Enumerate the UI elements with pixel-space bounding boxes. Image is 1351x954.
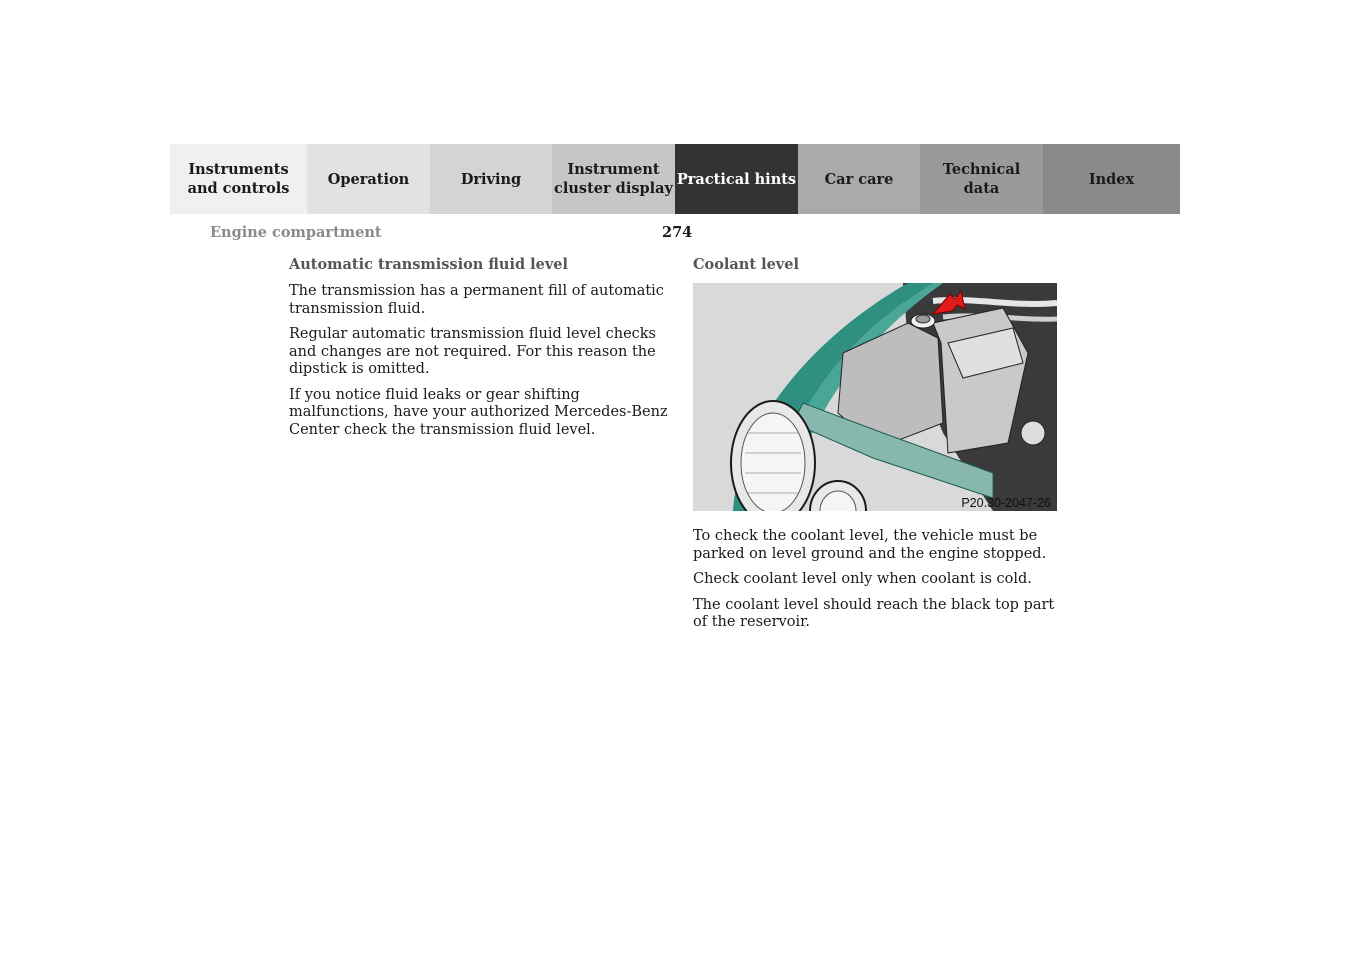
section-title: Engine compartment: [210, 224, 382, 241]
right-column: [693, 256, 1063, 640]
engine-drawing: [693, 283, 1057, 511]
left-paragraph: The transmission has a permanent fill of automatic transmission fluid.: [289, 283, 664, 317]
figure-reference-code: P20.30-2047-26: [961, 496, 1051, 510]
page-number: 274: [662, 224, 693, 241]
left-paragraph: If you notice fluid leaks or gear shifting malfunctions, have your authorized Mercedes-Benz Center check the transmission fluid level.: [289, 386, 668, 438]
transmission-heading: Automatic transmission fluid level: [289, 256, 569, 273]
left-paragraph: Regular automatic transmission fluid level checks and changes are not required. For this reason the dipstick is omitted.: [289, 326, 657, 377]
tab-instrument-cluster-display[interactable]: Instrument cluster display: [552, 144, 675, 214]
left-column: [289, 256, 669, 447]
engine-compartment-illustration: [693, 283, 1057, 511]
tab-practical-hints[interactable]: Practical hints: [675, 144, 798, 214]
tab-operation[interactable]: Operation: [307, 144, 430, 214]
chapter-tabs: [170, 144, 1180, 214]
tab-car-care[interactable]: Car care: [798, 144, 920, 214]
tab-technical-data[interactable]: Technical data: [920, 144, 1043, 214]
right-paragraph: The coolant level should reach the black top part of the reservoir.: [693, 596, 1055, 630]
tab-index[interactable]: Index: [1043, 144, 1180, 214]
tab-driving[interactable]: Driving: [430, 144, 552, 214]
right-paragraph: Check coolant level only when coolant is cold.: [693, 571, 1032, 587]
tab-instruments-and-controls[interactable]: Instruments and controls: [170, 144, 307, 214]
right-paragraph: To check the coolant level, the vehicle must be parked on level ground and the engine stopped.: [693, 528, 1047, 562]
coolant-heading: Coolant level: [693, 256, 799, 273]
